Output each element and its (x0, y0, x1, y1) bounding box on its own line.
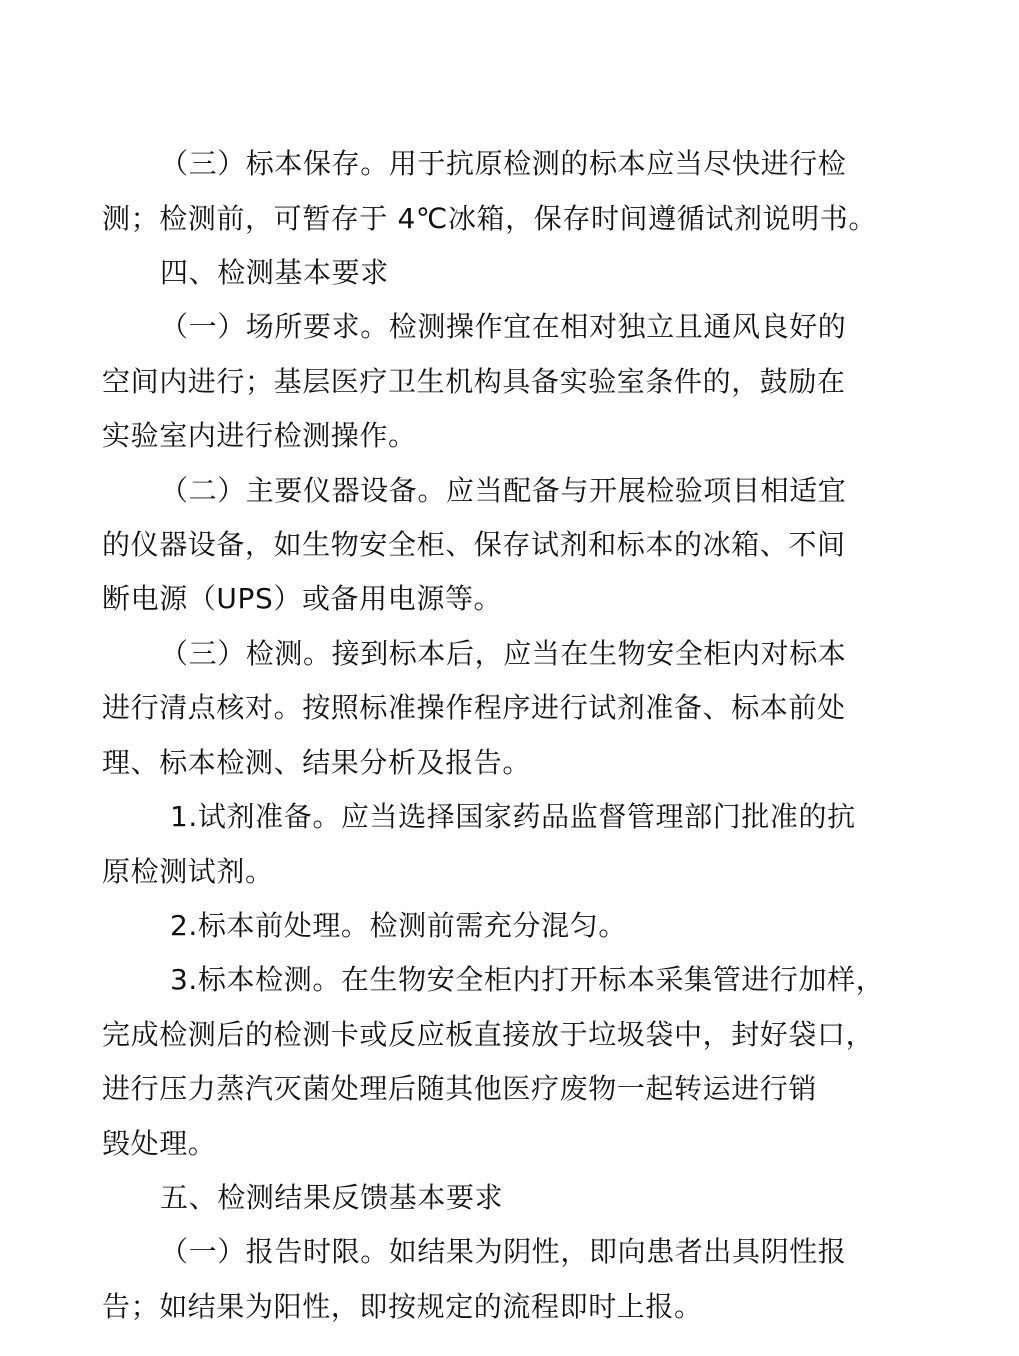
paragraph-5-1-line-1: （一）报告时限。如结果为阴性，即向患者出具阴性报 (160, 1235, 847, 1268)
list-item-3-line-1: 3.标本检测。在生物安全柜内打开标本采集管进行加样， (170, 963, 885, 996)
list-item-2: 2.标本前处理。检测前需充分混匀。 (170, 909, 627, 942)
list-item-3-line-2: 完成检测后的检测卡或反应板直接放于垃圾袋中，封好袋口， (102, 1018, 875, 1051)
paragraph-4-1-line-2: 空间内进行；基层医疗卫生机构具备实验室条件的，鼓励在 (102, 365, 846, 398)
paragraph-4-3-line-3: 理、标本检测、结果分析及报告。 (102, 746, 532, 779)
paragraph-4-1-line-1: （一）场所要求。检测操作宜在相对独立且通风良好的 (160, 310, 847, 343)
paragraph-4-2-line-3: 断电源（UPS）或备用电源等。 (102, 582, 503, 615)
list-item-1-line-2: 原检测试剂。 (102, 855, 274, 888)
section-4-heading: 四、检测基本要求 (160, 256, 389, 289)
paragraph-4-3-line-1: （三）检测。接到标本后，应当在生物安全柜内对标本 (160, 637, 847, 670)
list-item-3-line-3: 进行压力蒸汽灭菌处理后随其他医疗废物一起转运进行销 (102, 1072, 818, 1105)
paragraph-3-3-line-2: 测；检测前，可暂存于 4℃冰箱，保存时间遵循试剂说明书。 (102, 202, 877, 235)
paragraph-4-2-line-1: （二）主要仪器设备。应当配备与开展检验项目相适宜 (160, 474, 847, 507)
paragraph-3-3-line-1: （三）标本保存。用于抗原检测的标本应当尽快进行检 (160, 147, 847, 180)
list-item-1-line-1: 1.试剂准备。应当选择国家药品监督管理部门批准的抗 (170, 800, 856, 833)
paragraph-4-1-line-3: 实验室内进行检测操作。 (102, 419, 417, 452)
paragraph-4-2-line-2: 的仪器设备，如生物安全柜、保存试剂和标本的冰箱、不间 (102, 528, 846, 561)
list-item-3-line-4: 毁处理。 (102, 1127, 217, 1160)
paragraph-4-3-line-2: 进行清点核对。按照标准操作程序进行试剂准备、标本前处 (102, 691, 846, 724)
paragraph-5-1-line-2: 告；如结果为阳性，即按规定的流程即时上报。 (102, 1290, 703, 1323)
section-5-heading: 五、检测结果反馈基本要求 (160, 1181, 504, 1214)
